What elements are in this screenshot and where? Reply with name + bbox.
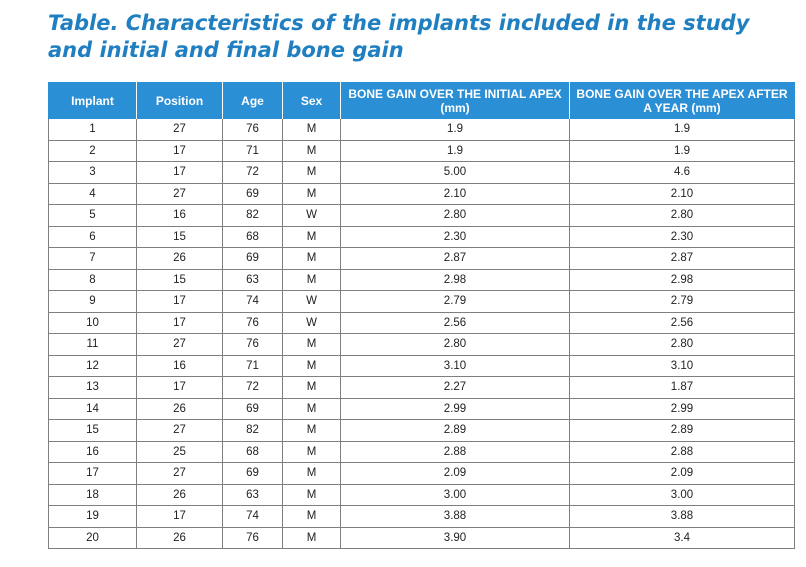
cell-initial-gain: 1.9	[341, 119, 570, 140]
cell-initial-gain: 3.10	[341, 355, 570, 377]
cell-sex: M	[283, 398, 341, 420]
header-implant: Implant	[49, 82, 137, 119]
cell-age: 76	[223, 312, 283, 334]
cell-sex: M	[283, 140, 341, 162]
cell-initial-gain: 2.30	[341, 226, 570, 248]
cell-sex: M	[283, 441, 341, 463]
cell-implant: 7	[49, 248, 137, 270]
cell-position: 27	[137, 334, 223, 356]
cell-position: 26	[137, 484, 223, 506]
cell-implant: 5	[49, 205, 137, 227]
cell-position: 15	[137, 226, 223, 248]
cell-position: 26	[137, 398, 223, 420]
table-row	[49, 291, 795, 313]
cell-final-gain: 1.9	[570, 140, 795, 162]
cell-implant: 2	[49, 140, 137, 162]
cell-age: 63	[223, 484, 283, 506]
table-row	[49, 463, 795, 485]
cell-position: 26	[137, 527, 223, 549]
table-row	[49, 269, 795, 291]
cell-initial-gain: 2.27	[341, 377, 570, 399]
cell-sex: M	[283, 162, 341, 184]
cell-final-gain: 2.98	[570, 269, 795, 291]
table-row	[49, 355, 795, 377]
table-row	[49, 398, 795, 420]
header-initial-bone-gain: BONE GAIN OVER THE INITIAL APEX (mm)	[341, 82, 570, 119]
cell-position: 26	[137, 248, 223, 270]
cell-implant: 4	[49, 183, 137, 205]
cell-final-gain: 3.00	[570, 484, 795, 506]
cell-final-gain: 2.80	[570, 205, 795, 227]
header-final-bone-gain: BONE GAIN OVER THE APEX AFTER A YEAR (mm)	[570, 82, 795, 119]
table-row	[49, 377, 795, 399]
cell-position: 17	[137, 140, 223, 162]
cell-implant: 16	[49, 441, 137, 463]
cell-final-gain: 2.09	[570, 463, 795, 485]
cell-initial-gain: 2.80	[341, 334, 570, 356]
cell-implant: 12	[49, 355, 137, 377]
table-body	[49, 119, 795, 549]
cell-final-gain: 1.9	[570, 119, 795, 140]
cell-implant: 9	[49, 291, 137, 313]
cell-final-gain: 2.88	[570, 441, 795, 463]
implants-table	[48, 82, 795, 549]
cell-position: 16	[137, 355, 223, 377]
cell-initial-gain: 2.10	[341, 183, 570, 205]
cell-age: 69	[223, 248, 283, 270]
cell-sex: M	[283, 420, 341, 442]
cell-implant: 18	[49, 484, 137, 506]
cell-implant: 14	[49, 398, 137, 420]
cell-position: 17	[137, 506, 223, 528]
cell-implant: 13	[49, 377, 137, 399]
cell-final-gain: 2.79	[570, 291, 795, 313]
cell-initial-gain: 1.9	[341, 140, 570, 162]
cell-final-gain: 2.80	[570, 334, 795, 356]
cell-sex: M	[283, 183, 341, 205]
cell-sex: M	[283, 334, 341, 356]
cell-age: 71	[223, 140, 283, 162]
table-row	[49, 140, 795, 162]
cell-age: 74	[223, 506, 283, 528]
table-title: Table. Characteristics of the implants included in the study and initial and final bone gain	[48, 11, 750, 62]
cell-final-gain: 4.6	[570, 162, 795, 184]
table-row	[49, 162, 795, 184]
cell-initial-gain: 2.99	[341, 398, 570, 420]
table-row	[49, 205, 795, 227]
cell-position: 15	[137, 269, 223, 291]
table-row	[49, 226, 795, 248]
cell-position: 27	[137, 183, 223, 205]
cell-age: 74	[223, 291, 283, 313]
cell-implant: 20	[49, 527, 137, 549]
cell-sex: W	[283, 291, 341, 313]
table-row	[49, 334, 795, 356]
cell-age: 68	[223, 226, 283, 248]
cell-sex: W	[283, 205, 341, 227]
cell-implant: 17	[49, 463, 137, 485]
cell-age: 76	[223, 119, 283, 140]
header-position: Position	[137, 82, 223, 119]
cell-sex: M	[283, 527, 341, 549]
cell-implant: 1	[49, 119, 137, 140]
table-row	[49, 119, 795, 140]
table-row	[49, 420, 795, 442]
table-row	[49, 312, 795, 334]
cell-final-gain: 2.99	[570, 398, 795, 420]
cell-age: 72	[223, 162, 283, 184]
cell-initial-gain: 2.88	[341, 441, 570, 463]
cell-age: 71	[223, 355, 283, 377]
cell-position: 17	[137, 291, 223, 313]
cell-position: 17	[137, 377, 223, 399]
cell-final-gain: 3.4	[570, 527, 795, 549]
cell-position: 25	[137, 441, 223, 463]
cell-position: 17	[137, 312, 223, 334]
table-row	[49, 183, 795, 205]
cell-final-gain: 3.10	[570, 355, 795, 377]
cell-initial-gain: 2.98	[341, 269, 570, 291]
cell-sex: M	[283, 269, 341, 291]
cell-sex: M	[283, 463, 341, 485]
cell-final-gain: 2.30	[570, 226, 795, 248]
cell-age: 76	[223, 334, 283, 356]
cell-implant: 11	[49, 334, 137, 356]
header-sex: Sex	[283, 82, 341, 119]
cell-final-gain: 2.10	[570, 183, 795, 205]
cell-age: 63	[223, 269, 283, 291]
cell-sex: M	[283, 248, 341, 270]
table-row	[49, 484, 795, 506]
cell-sex: M	[283, 506, 341, 528]
cell-final-gain: 1.87	[570, 377, 795, 399]
cell-age: 69	[223, 463, 283, 485]
cell-sex: W	[283, 312, 341, 334]
cell-final-gain: 2.87	[570, 248, 795, 270]
cell-implant: 19	[49, 506, 137, 528]
cell-initial-gain: 2.87	[341, 248, 570, 270]
cell-initial-gain: 2.80	[341, 205, 570, 227]
table-row	[49, 248, 795, 270]
cell-final-gain: 3.88	[570, 506, 795, 528]
cell-initial-gain: 2.89	[341, 420, 570, 442]
cell-position: 27	[137, 463, 223, 485]
cell-initial-gain: 2.09	[341, 463, 570, 485]
cell-age: 76	[223, 527, 283, 549]
cell-initial-gain: 2.79	[341, 291, 570, 313]
cell-initial-gain: 3.90	[341, 527, 570, 549]
table-row	[49, 441, 795, 463]
cell-age: 69	[223, 398, 283, 420]
cell-age: 69	[223, 183, 283, 205]
cell-initial-gain: 3.88	[341, 506, 570, 528]
cell-sex: M	[283, 355, 341, 377]
cell-implant: 10	[49, 312, 137, 334]
cell-sex: M	[283, 226, 341, 248]
cell-initial-gain: 3.00	[341, 484, 570, 506]
cell-initial-gain: 5.00	[341, 162, 570, 184]
cell-position: 17	[137, 162, 223, 184]
cell-final-gain: 2.89	[570, 420, 795, 442]
cell-final-gain: 2.56	[570, 312, 795, 334]
cell-position: 16	[137, 205, 223, 227]
cell-age: 72	[223, 377, 283, 399]
cell-sex: M	[283, 377, 341, 399]
cell-implant: 6	[49, 226, 137, 248]
cell-sex: M	[283, 484, 341, 506]
cell-initial-gain: 2.56	[341, 312, 570, 334]
cell-position: 27	[137, 119, 223, 140]
cell-sex: M	[283, 119, 341, 140]
table-header-row	[49, 82, 795, 119]
cell-implant: 3	[49, 162, 137, 184]
cell-position: 27	[137, 420, 223, 442]
table-row	[49, 506, 795, 528]
cell-implant: 8	[49, 269, 137, 291]
cell-age: 68	[223, 441, 283, 463]
header-age: Age	[223, 82, 283, 119]
cell-age: 82	[223, 420, 283, 442]
table-row	[49, 527, 795, 549]
cell-age: 82	[223, 205, 283, 227]
cell-implant: 15	[49, 420, 137, 442]
